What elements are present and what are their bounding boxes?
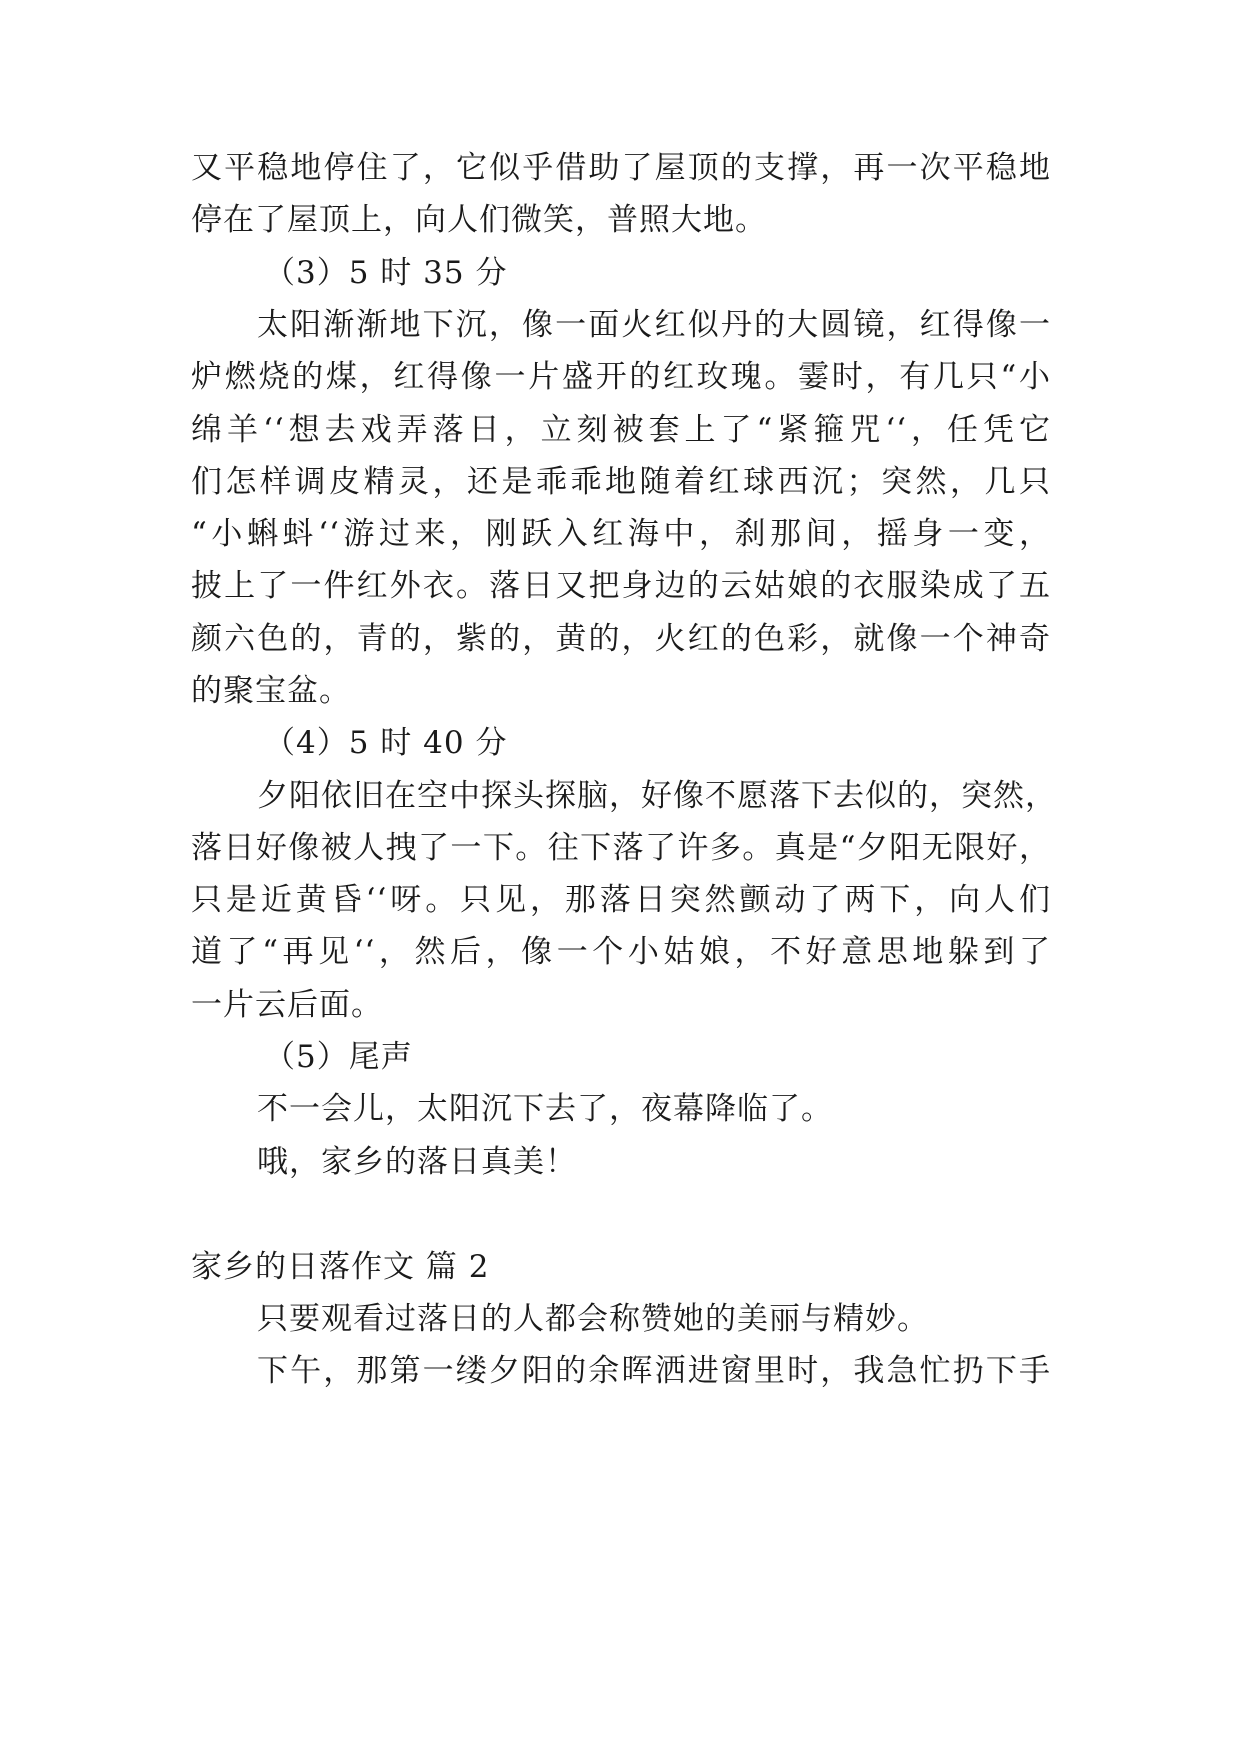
paragraph-line: 道了“再见‘‘，然后，像一个小姑娘，不好意思地躲到了 bbox=[191, 934, 1051, 970]
paragraph-line: 炉燃烧的煤，红得像一片盛开的红玫瑰。霎时，有几只“小 bbox=[191, 359, 1051, 395]
paragraph-line: 又平稳地停住了，它似乎借助了屋顶的支撑，再一次平稳地 bbox=[191, 150, 1051, 186]
paragraph-line: 一片云后面。 bbox=[191, 987, 383, 1023]
paragraph-line: 下午，那第一缕夕阳的余晖洒进窗里时，我急忙扔下手 bbox=[257, 1353, 1051, 1389]
paragraph-line: 不一会儿，太阳沉下去了，夜幕降临了。 bbox=[257, 1091, 833, 1127]
paragraph-line: 夕阳依旧在空中探头探脑，好像不愿落下去似的，突然， bbox=[257, 778, 1057, 814]
article-title: 家乡的日落作文 篇 2 bbox=[191, 1249, 490, 1285]
paragraph-line: 颜六色的，青的，紫的，黄的，火红的色彩，就像一个神奇 bbox=[191, 621, 1051, 657]
section-heading: （5）尾声 bbox=[264, 1039, 413, 1075]
paragraph-line: 太阳渐渐地下沉，像一面火红似丹的大圆镜，红得像一 bbox=[257, 307, 1051, 343]
paragraph-line: 只是近黄昏‘‘呀。只见，那落日突然颤动了两下，向人们 bbox=[191, 882, 1051, 918]
paragraph-line: 披上了一件红外衣。落日又把身边的云姑娘的衣服染成了五 bbox=[191, 568, 1051, 604]
paragraph-line: 们怎样调皮精灵，还是乖乖地随着红球西沉；突然，几只 bbox=[191, 464, 1051, 500]
section-heading: （3）5 时 35 分 bbox=[264, 255, 508, 291]
paragraph-line: “小蝌蚪‘‘游过来，刚跃入红海中，刹那间，摇身一变， bbox=[191, 516, 1051, 552]
paragraph-line: 绵羊‘‘想去戏弄落日，立刻被套上了“紧箍咒‘‘，任凭它 bbox=[191, 412, 1051, 448]
paragraph-line: 落日好像被人拽了一下。往下落了许多。真是“夕阳无限好， bbox=[191, 830, 1051, 866]
paragraph-line: 哦，家乡的落日真美！ bbox=[257, 1144, 577, 1180]
section-heading: （4）5 时 40 分 bbox=[264, 725, 508, 761]
paragraph-line: 的聚宝盆。 bbox=[191, 673, 351, 709]
paragraph-line: 停在了屋顶上，向人们微笑，普照大地。 bbox=[191, 202, 767, 238]
paragraph-line: 只要观看过落日的人都会称赞她的美丽与精妙。 bbox=[257, 1301, 929, 1337]
